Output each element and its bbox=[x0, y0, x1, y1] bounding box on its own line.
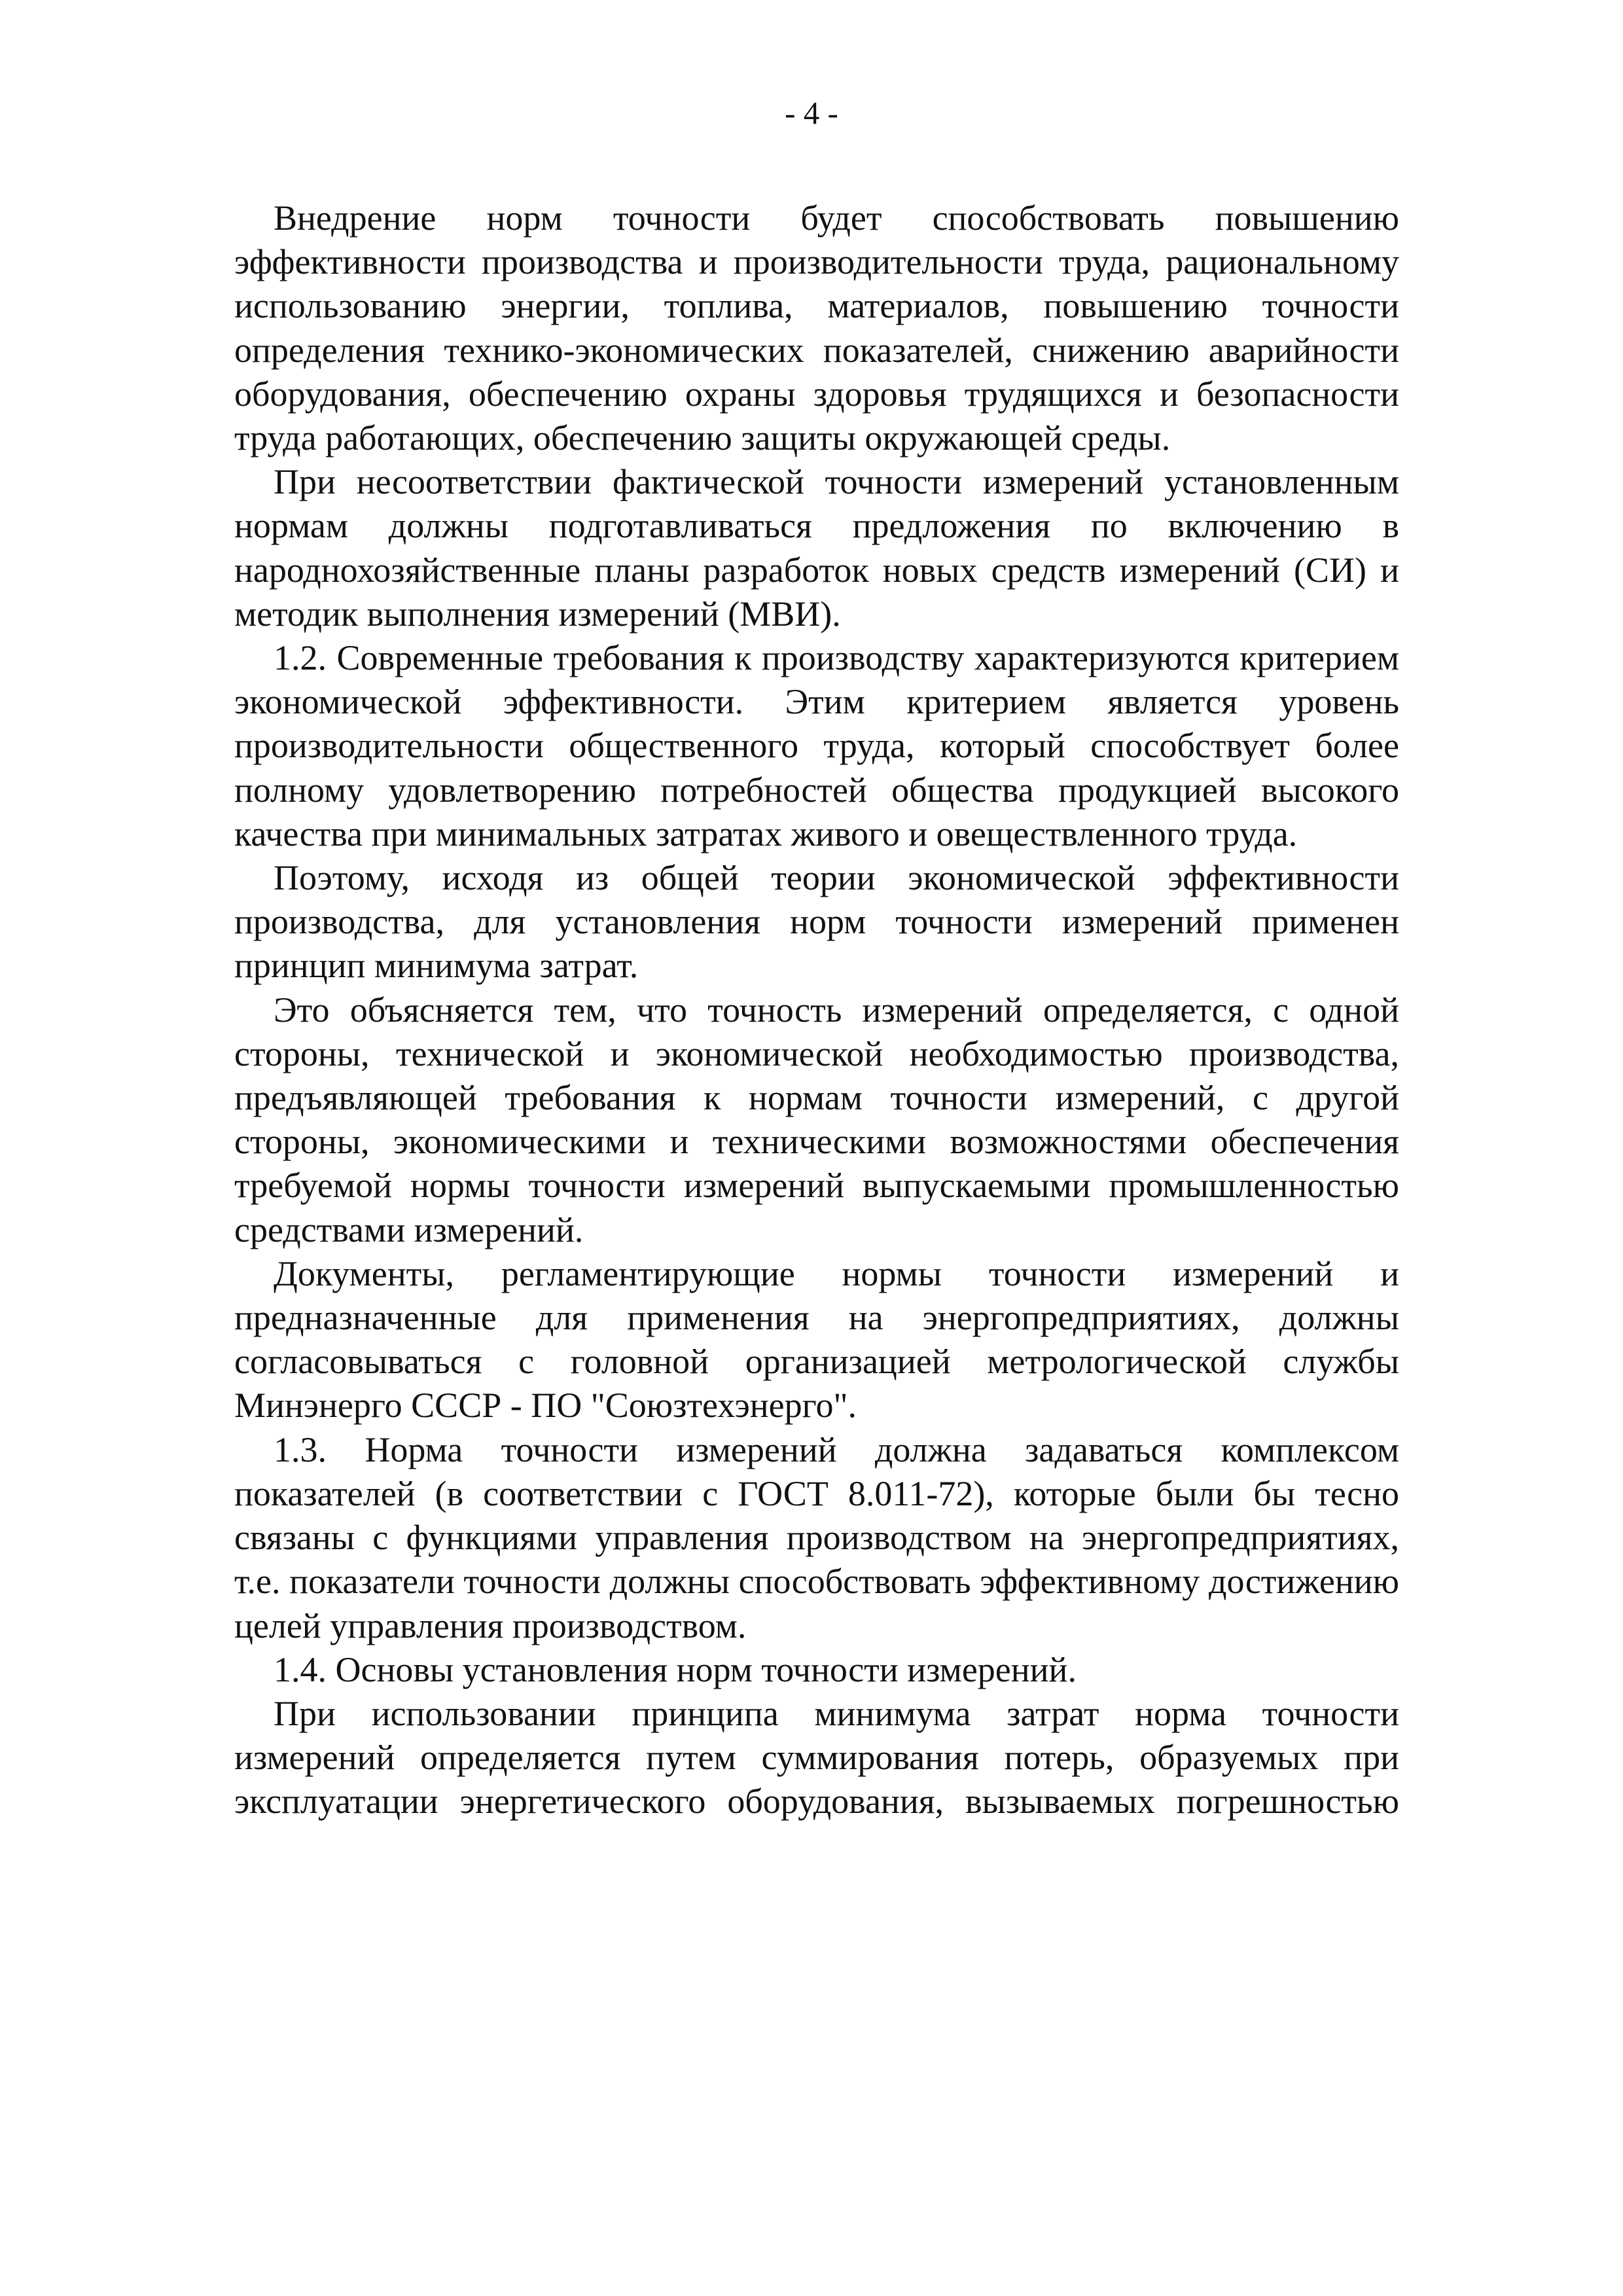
paragraph-1: Внедрение норм точности будет способствовать повышению эффективности производства и производительности труда, рациональному использованию энергии, топлива, материалов, повышению точности определения технико-экономических показателей, снижению аварийности оборудования, обеспечению охраны здоровья трудящихся и безопасности труда работающих, обеспечению защиты окружающей среды. bbox=[234, 198, 1399, 458]
paragraph-2: При несоответствии фактической точности измерений установленным нормам должны подготавливаться предложения по включению в народнохозяйственные планы разработок новых средств измерений (СИ) и методик выполнения измерений (МВИ). bbox=[234, 462, 1399, 634]
paragraph-3: 1.2. Современные требования к производству характеризуются критерием экономической эффективности. Этим критерием является уровень производительности общественного труда, который способствует более полному удовлетворению потребностей общества продукцией высокого качества при минимальных затратах живого и овеществленного труда. bbox=[234, 638, 1399, 853]
page-number: - 4 - bbox=[785, 95, 838, 131]
paragraph-8: 1.4. Основы установления норм точности измерений. bbox=[274, 1649, 1077, 1689]
paragraph-4: Поэтому, исходя из общей теории экономической эффективности производства, для установления норм точности измерений применен принцип минимума затрат. bbox=[234, 858, 1399, 986]
paragraph-9: При использовании принципа минимума затрат норма точности измерений определяется путем суммирования потерь, образуемых при эксплуатации энергетического оборудования, вызываемых погрешностью bbox=[234, 1693, 1399, 1821]
body-text bbox=[234, 196, 1399, 1824]
paragraph-7: 1.3. Норма точности измерений должна задаваться комплексом показателей (в соответствии с ГОСТ 8.011-72), которые были бы тесно связаны с функциями управления производством на энергопредприятиях, т.е. показатели точности должны способствовать эффективному достижению целей управления производством. bbox=[234, 1429, 1399, 1645]
paragraph-5: Это объясняется тем, что точность измерений определяется, с одной стороны, технической и экономической необходимостью производства, предъявляющей требования к нормам точности измерений, с другой стороны, экономическими и техническими возможностями обеспечения требуемой нормы точности измерений выпускаемыми промышленностью средствами измерений. bbox=[234, 990, 1399, 1249]
paragraph-6: Документы, регламентирующие нормы точности измерений и предназначенные для применения на энергопредприятиях, должны согласовываться с головной организацией метрологической службы Минэнерго СССР - ПО "Союзтехэнерго". bbox=[234, 1253, 1399, 1426]
